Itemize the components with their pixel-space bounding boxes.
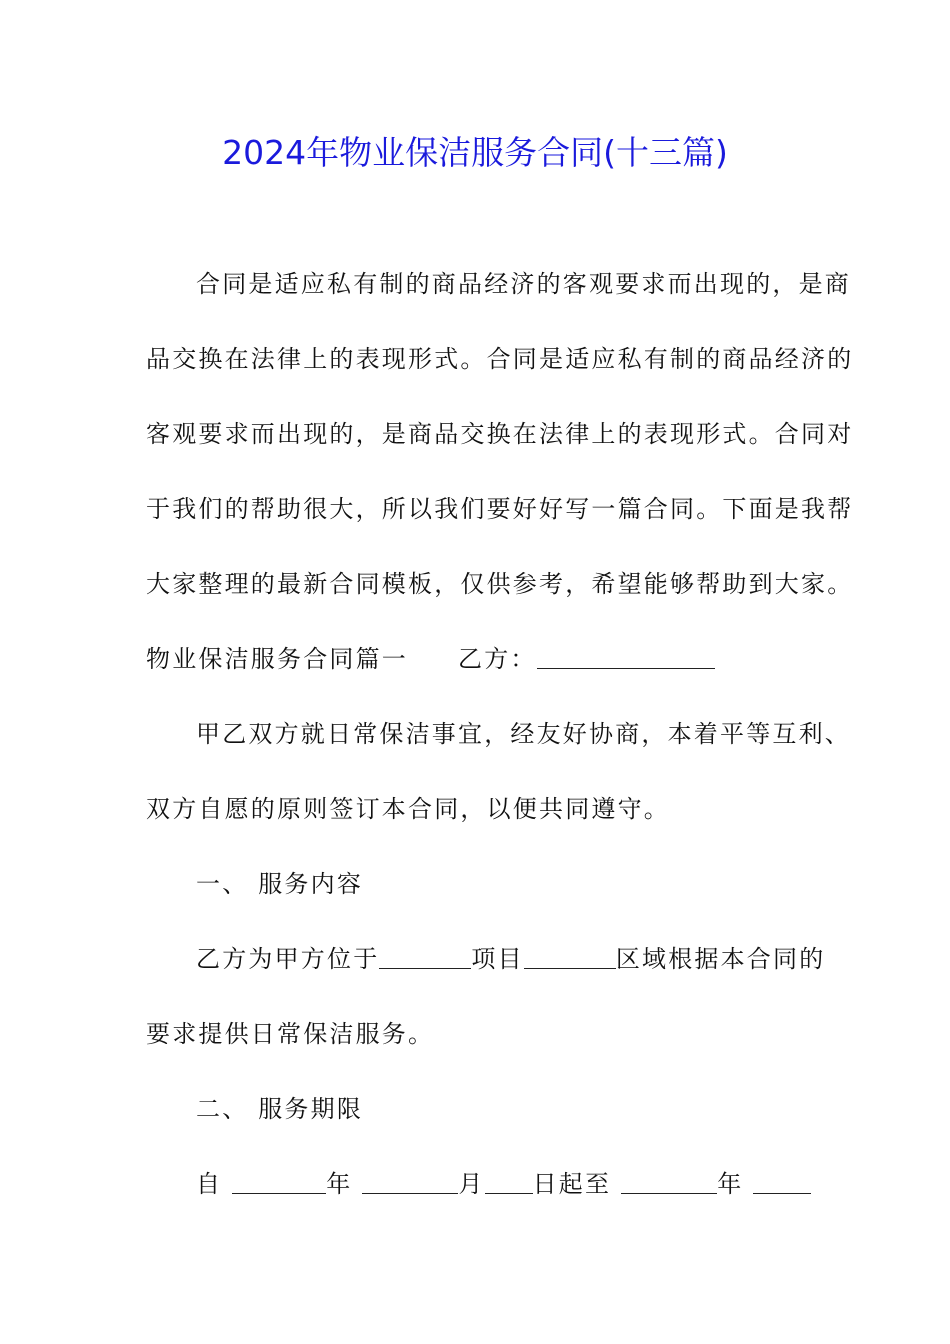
location-blank [379, 946, 471, 969]
section1-line-1 [196, 941, 866, 977]
end-month-blank [753, 1171, 811, 1194]
section1-line-2: 要求提供日常保洁服务。 [146, 1020, 435, 1048]
period-day-from: 日起至 [532, 1170, 612, 1198]
end-year-blank [621, 1171, 717, 1194]
section1-text-a: 乙方为甲方位于 [196, 945, 380, 973]
period-year2: 年 [717, 1170, 744, 1198]
party-b-label: 乙方： [458, 645, 537, 673]
intro-line-4: 于我们的帮助很大，所以我们要好好写一篇合同。下面是我帮 [146, 495, 854, 523]
section1-heading: 一、 服务内容 [196, 870, 364, 898]
section1-text-c: 区域根据本合同的 [615, 945, 826, 973]
start-day-blank [485, 1171, 533, 1194]
start-year-blank [232, 1171, 326, 1194]
chapter-heading-row [146, 641, 816, 677]
start-month-blank [362, 1171, 458, 1194]
intro-line-5: 大家整理的最新合同模板，仅供参考，希望能够帮助到大家。 [146, 570, 854, 598]
period-month: 月 [458, 1170, 485, 1198]
intro-line-1: 合同是适应私有制的商品经济的客观要求而出现的，是商 [196, 270, 851, 298]
para1-line-1: 甲乙双方就日常保洁事宜，经友好协商，本着平等互利、 [196, 720, 851, 748]
period-year: 年 [326, 1170, 353, 1198]
party-b-blank [537, 646, 715, 669]
intro-line-3: 客观要求而出现的，是商品交换在法律上的表现形式。合同对 [146, 420, 854, 448]
document-title: 2024年物业保洁服务合同(十三篇) [222, 133, 728, 172]
chapter-heading: 物业保洁服务合同篇一 [146, 645, 408, 673]
area-blank [524, 946, 616, 969]
para1-line-2: 双方自愿的原则签订本合同，以便共同遵守。 [146, 795, 670, 823]
section2-heading: 二、 服务期限 [196, 1095, 364, 1123]
period-from: 自 [196, 1170, 223, 1198]
intro-line-2: 品交换在法律上的表现形式。合同是适应私有制的商品经济的 [146, 345, 854, 373]
period-line [196, 1166, 866, 1202]
section1-text-b: 项目 [471, 945, 524, 973]
